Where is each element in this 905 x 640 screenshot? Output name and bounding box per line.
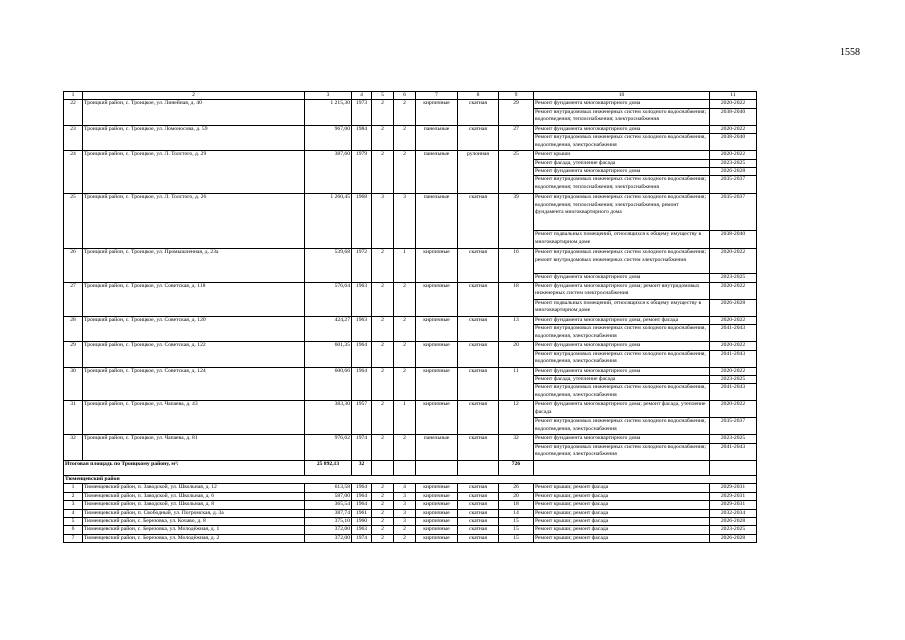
- empty-cell: [534, 460, 710, 475]
- repair-work: Ремонт подвальных помещений, относящихся к общему имуществу в многоквартирном доме: [534, 299, 710, 316]
- repair-work: Ремонт фундамента многоквартирного дома: [534, 168, 710, 176]
- table-row: [64, 194, 757, 231]
- house-address: Троицкий район, с. Троицкое, ул. Линейная, д. 40: [83, 100, 305, 125]
- build-year: 1964: [352, 492, 372, 500]
- repair-work: Ремонт фундамента многоквартирного дома: [534, 100, 710, 108]
- total-apartments: 726: [499, 460, 534, 475]
- total-label: Итоговая площадь по Троицкому району, м²:: [64, 460, 305, 475]
- house-area: 1 260,45: [305, 194, 352, 249]
- house-area: 375,10: [305, 517, 352, 525]
- entrance-count: 2: [394, 342, 416, 367]
- total-area: 25 892,13: [305, 460, 352, 475]
- repair-period: 2041-2043: [710, 325, 757, 342]
- entrance-count: 2: [394, 151, 416, 194]
- house-address: Троицкий район, с. Троицкое, ул. Советская, д. 120: [83, 316, 305, 341]
- apartment-count: 13: [499, 316, 534, 341]
- row-number: 7: [64, 534, 83, 542]
- entrance-count: 3: [394, 492, 416, 500]
- repair-work: Ремонт внутридомовых инженерных систем холодного водоснабжения, водоотведения, электроснабжения: [534, 134, 710, 151]
- column-number: 7: [416, 92, 458, 100]
- house-area: 576,64: [305, 282, 352, 316]
- apartment-count: 11: [499, 367, 534, 401]
- house-area: 587,00: [305, 492, 352, 500]
- wall-material: панельные: [416, 125, 458, 150]
- column-number: 8: [458, 92, 499, 100]
- apartment-count: 15: [499, 534, 534, 542]
- build-year: 1964: [352, 367, 372, 401]
- house-address: Троицкий район, с. Троицкое, ул. Промышленная, д. 23а: [83, 249, 305, 282]
- repair-period: 2038-2040: [710, 134, 757, 151]
- entrance-count: 4: [394, 484, 416, 492]
- row-number: 25: [64, 194, 83, 249]
- roof-type: скатная: [458, 194, 499, 249]
- floor-count: 2: [372, 534, 394, 542]
- row-number: 30: [64, 367, 83, 401]
- entrance-count: 3: [394, 509, 416, 517]
- table-row: [64, 100, 757, 108]
- table-row: [64, 316, 757, 324]
- repair-period: 2029-2031: [710, 501, 757, 509]
- floor-count: 2: [372, 100, 394, 125]
- wall-material: кирпичные: [416, 316, 458, 341]
- build-year: 1964: [352, 484, 372, 492]
- repair-work: Ремонт крыши; ремонт фасада: [534, 501, 710, 509]
- repair-work: Ремонт подвальных помещений, относящихся к общему имуществу в многоквартирном доме: [534, 231, 710, 249]
- floor-count: 2: [372, 367, 394, 401]
- roof-type: скатная: [458, 526, 499, 534]
- row-number: 22: [64, 100, 83, 125]
- total-houses: 32: [352, 460, 372, 475]
- repair-period: 2023-2025: [710, 274, 757, 282]
- house-address: Троицкий район, с. Троицкое, ул. Чапаева, д. 43: [83, 401, 305, 435]
- wall-material: кирпичные: [416, 100, 458, 125]
- wall-material: кирпичные: [416, 367, 458, 401]
- build-year: 1964: [352, 501, 372, 509]
- repair-period: 2020-2022: [710, 100, 757, 108]
- repair-work: Ремонт фасада, утепление фасада: [534, 376, 710, 384]
- house-area: 539,68: [305, 249, 352, 282]
- house-address: Тюменцевский район, п. Свободный, ул. Погромская, д. 3а: [83, 509, 305, 517]
- repair-period: 2026-2028: [710, 299, 757, 316]
- entrance-count: 2: [394, 367, 416, 401]
- repair-period: 2020-2022: [710, 342, 757, 350]
- repair-work: Ремонт внутридомовых инженерных систем холодного водоснабжения, водоотведения, электроснабжения: [534, 350, 710, 367]
- apartment-count: 20: [499, 342, 534, 367]
- column-number: 6: [394, 92, 416, 100]
- house-area: 365,54: [305, 501, 352, 509]
- wall-material: кирпичные: [416, 249, 458, 282]
- house-address: Троицкий район, с. Троицкое, ул. Советская, д. 118: [83, 282, 305, 316]
- wall-material: кирпичные: [416, 501, 458, 509]
- repair-work: Ремонт внутридомовых инженерных систем холодного водоснабжения; водоотведения; теплоснабжения; электроснабжения: [534, 108, 710, 125]
- build-year: 1961: [352, 509, 372, 517]
- roof-type: рулонная: [458, 151, 499, 194]
- entrance-count: 2: [394, 125, 416, 150]
- apartment-count: 18: [499, 501, 534, 509]
- entrance-count: 3: [394, 501, 416, 509]
- roof-type: скатная: [458, 517, 499, 525]
- repair-work: Ремонт внутридомовых инженерных систем холодного водоснабжения, водоотведения, электроснабжения: [534, 384, 710, 401]
- repair-period: 2038-2040: [710, 231, 757, 249]
- entrance-count: 2: [394, 316, 416, 341]
- column-number: 10: [534, 92, 710, 100]
- house-address: Троицкий район, с. Троицкое, ул. Советская, д. 122: [83, 342, 305, 367]
- repair-period: 2026-2028: [710, 517, 757, 525]
- house-area: 372,00: [305, 526, 352, 534]
- repair-period: 2029-2031: [710, 492, 757, 500]
- floor-count: 2: [372, 125, 394, 150]
- roof-type: скатная: [458, 125, 499, 150]
- house-address: Тюменцевский район, с. Березовка, ул. Молодёжная, д. 2: [83, 534, 305, 542]
- repair-period: 2020-2022: [710, 316, 757, 324]
- entrance-count: 2: [394, 526, 416, 534]
- repair-period: 2035-2037: [710, 194, 757, 231]
- roof-type: скатная: [458, 249, 499, 282]
- house-address: Троицкий район, с. Троицкое, ул. Л. Толстого, д. 29: [83, 151, 305, 194]
- column-number: 3: [305, 92, 352, 100]
- wall-material: кирпичные: [416, 342, 458, 367]
- row-number: 24: [64, 151, 83, 194]
- house-area: 387,60: [305, 151, 352, 194]
- repair-period: 2038-2040: [710, 108, 757, 125]
- repair-period: 2020-2022: [710, 151, 757, 159]
- wall-material: панельные: [416, 151, 458, 194]
- roof-type: скатная: [458, 484, 499, 492]
- row-number: 2: [64, 492, 83, 500]
- floor-count: 2: [372, 249, 394, 282]
- roof-type: скатная: [458, 534, 499, 542]
- floor-count: 2: [372, 526, 394, 534]
- house-area: 1 215,30: [305, 100, 352, 125]
- floor-count: 2: [372, 517, 394, 525]
- house-address: Троицкий район, с. Троицкое, ул. Л. Толстого, д. 26: [83, 194, 305, 249]
- house-area: 976,62: [305, 435, 352, 460]
- empty-cell: [710, 460, 757, 475]
- table-row: [64, 484, 757, 492]
- empty-cell: [394, 460, 416, 475]
- row-number: 32: [64, 435, 83, 460]
- repair-period: 2020-2022: [710, 367, 757, 375]
- wall-material: кирпичные: [416, 282, 458, 316]
- build-year: 1984: [352, 125, 372, 150]
- section-title: Тюменцевский район: [64, 475, 757, 483]
- repair-work: Ремонт крыши; ремонт фасада: [534, 534, 710, 542]
- floor-count: 2: [372, 151, 394, 194]
- repair-work: Ремонт крыши; ремонт фасада: [534, 509, 710, 517]
- wall-material: панельные: [416, 194, 458, 249]
- repair-period: 2032-2034: [710, 509, 757, 517]
- repair-work: Ремонт внутридомовых инженерных систем холодного водоснабжения, водоотведения, электроснабжения: [534, 418, 710, 435]
- build-year: 1964: [352, 342, 372, 367]
- wall-material: панельные: [416, 435, 458, 460]
- build-year: 1960: [352, 517, 372, 525]
- repair-period: 2041-2043: [710, 443, 757, 460]
- roof-type: скатная: [458, 100, 499, 125]
- repair-period: 2041-2043: [710, 350, 757, 367]
- repair-work: Ремонт фундамента многоквартирного дома, ремонт фасада: [534, 316, 710, 324]
- floor-count: 2: [372, 282, 394, 316]
- repair-period: 2029-2031: [710, 484, 757, 492]
- repair-work: Ремонт внутридомовых инженерных систем холодного водоснабжения; ремонт внутридомовых инженерных систем электроснабжения: [534, 249, 710, 274]
- build-year: 1963: [352, 282, 372, 316]
- repair-work: Ремонт фундамента многоквартирного дома: [534, 125, 710, 133]
- entrance-count: 3: [394, 517, 416, 525]
- entrance-count: 3: [394, 194, 416, 249]
- build-year: 1957: [352, 401, 372, 435]
- repair-period: 2035-2037: [710, 418, 757, 435]
- repair-work: Ремонт фундамента многоквартирного дома: [534, 367, 710, 375]
- repair-period: 2026-2028: [710, 534, 757, 542]
- house-address: Тюменцевский район, п. Заводской, ул. Школьная, д. 8: [83, 501, 305, 509]
- repair-work: Ремонт внутридомовых инженерных систем холодного водоснабжения, водоотведения, электроснабжения: [534, 325, 710, 342]
- entrance-count: 2: [394, 534, 416, 542]
- wall-material: кирпичные: [416, 492, 458, 500]
- build-year: 1973: [352, 100, 372, 125]
- repair-period: 2023-2025: [710, 376, 757, 384]
- floor-count: 2: [372, 509, 394, 517]
- apartment-count: 18: [499, 282, 534, 316]
- table-row: [64, 492, 757, 500]
- repair-work: Ремонт фундамента многоквартирного дома; ремонт фасада, утепление фасада: [534, 401, 710, 418]
- table-row: [64, 125, 757, 133]
- repair-work: Ремонт фундамента многоквартирного дома; ремонт внутридомовых инженерных систем электроснабжения: [534, 282, 710, 299]
- wall-material: кирпичные: [416, 509, 458, 517]
- house-area: 383,30: [305, 401, 352, 435]
- apartment-count: 25: [499, 151, 534, 194]
- apartment-count: 15: [499, 517, 534, 525]
- entrance-count: 1: [394, 249, 416, 282]
- table-row: [64, 517, 757, 525]
- apartment-count: 16: [499, 249, 534, 282]
- roof-type: скатная: [458, 435, 499, 460]
- row-number: 31: [64, 401, 83, 435]
- build-year: 1979: [352, 151, 372, 194]
- build-year: 1974: [352, 435, 372, 460]
- build-year: 1972: [352, 249, 372, 282]
- row-number: 29: [64, 342, 83, 367]
- apartment-count: 26: [499, 484, 534, 492]
- house-area: 372,00: [305, 534, 352, 542]
- row-number: 23: [64, 125, 83, 150]
- section-row: [64, 475, 757, 483]
- repair-period: 2026-2028: [710, 168, 757, 176]
- table-row: [64, 509, 757, 517]
- table-row: [64, 342, 757, 350]
- wall-material: кирпичные: [416, 401, 458, 435]
- repair-period: 2023-2025: [710, 159, 757, 167]
- apartment-count: 15: [499, 526, 534, 534]
- repair-work: Ремонт фундамента многоквартирного дома: [534, 274, 710, 282]
- empty-cell: [416, 460, 458, 475]
- roof-type: скатная: [458, 367, 499, 401]
- column-number: 2: [83, 92, 305, 100]
- floor-count: 2: [372, 342, 394, 367]
- entrance-count: 2: [394, 100, 416, 125]
- total-row: [64, 460, 757, 475]
- apartment-count: 12: [499, 401, 534, 435]
- house-address: Троицкий район, с. Троицкое, ул. Ломоносова, д. 59: [83, 125, 305, 150]
- repair-work: Ремонт крыши; ремонт фасада: [534, 517, 710, 525]
- floor-count: 2: [372, 501, 394, 509]
- apartment-count: 29: [499, 100, 534, 125]
- floor-count: 2: [372, 492, 394, 500]
- row-number: 28: [64, 316, 83, 341]
- repair-work: Ремонт внутридомовых инженерных систем холодного водоснабжения; водоотведения; теплоснабжения; электроснабжения, ремонт фундамента многоквартирного дома: [534, 194, 710, 231]
- house-address: Троицкий район, с. Троицкое, ул. Советская, д. 124: [83, 367, 305, 401]
- row-number: 6: [64, 526, 83, 534]
- build-year: 1968: [352, 194, 372, 249]
- repair-work: Ремонт внутридомовых инженерных систем холодного водоснабжения; водоотведения; электроснабжения: [534, 443, 710, 460]
- table-row: [64, 151, 757, 159]
- apartment-count: 20: [499, 492, 534, 500]
- row-number: 3: [64, 501, 83, 509]
- build-year: 1974: [352, 534, 372, 542]
- table-row: [64, 534, 757, 542]
- table-row: [64, 282, 757, 299]
- house-area: 424,27: [305, 316, 352, 341]
- apartment-count: 14: [499, 509, 534, 517]
- table-row: [64, 435, 757, 443]
- repair-work: Ремонт фундамента многоквартирного дома: [534, 435, 710, 443]
- house-area: 600,66: [305, 367, 352, 401]
- roof-type: скатная: [458, 316, 499, 341]
- row-number: 4: [64, 509, 83, 517]
- column-number: 1: [64, 92, 83, 100]
- floor-count: 2: [372, 316, 394, 341]
- roof-type: скатная: [458, 342, 499, 367]
- repair-work: Ремонт крыши: [534, 151, 710, 159]
- roof-type: скатная: [458, 492, 499, 500]
- repair-period: 2020-2022: [710, 401, 757, 418]
- column-number: 5: [372, 92, 394, 100]
- repair-work: Ремонт фундамента многоквартирного дома: [534, 342, 710, 350]
- floor-count: 3: [372, 194, 394, 249]
- wall-material: кирпичные: [416, 484, 458, 492]
- house-address: Тюменцевский район, с. Березовка, ул. Кочаво, д. 8: [83, 517, 305, 525]
- apartment-count: 27: [499, 125, 534, 150]
- table-row: [64, 526, 757, 534]
- row-number: 1: [64, 484, 83, 492]
- empty-cell: [458, 460, 499, 475]
- repair-work: Ремонт крыши; ремонт фасада: [534, 492, 710, 500]
- entrance-count: 2: [394, 435, 416, 460]
- entrance-count: 1: [394, 401, 416, 435]
- table-row: [64, 401, 757, 418]
- repair-work: Ремонт крыши; ремонт фасада: [534, 484, 710, 492]
- floor-count: 2: [372, 401, 394, 435]
- table-row: [64, 501, 757, 509]
- repair-period: 2023-2025: [710, 435, 757, 443]
- repair-period: 2020-2022: [710, 125, 757, 133]
- build-year: 1963: [352, 526, 372, 534]
- build-year: 1963: [352, 316, 372, 341]
- column-number: 11: [710, 92, 757, 100]
- repair-work: Ремонт внутридомовых инженерных систем холодного водоснабжения; водоотведения; теплоснабжения; электроснабжения: [534, 176, 710, 194]
- repair-period: 2020-2022: [710, 249, 757, 274]
- column-number: 4: [352, 92, 372, 100]
- house-address: Тюменцевский район, п. Заводской, ул. Школьная, д. 6: [83, 492, 305, 500]
- table-row: [64, 367, 757, 375]
- house-address: Тюменцевский район, с. Березовка, ул. Молодёжная, д. 1: [83, 526, 305, 534]
- roof-type: скатная: [458, 501, 499, 509]
- house-area: 601,35: [305, 342, 352, 367]
- wall-material: кирпичные: [416, 517, 458, 525]
- row-number: 27: [64, 282, 83, 316]
- roof-type: скатная: [458, 401, 499, 435]
- house-address: Тюменцевский район, п. Заводской, ул. Школьная, д. 12: [83, 484, 305, 492]
- row-number: 5: [64, 517, 83, 525]
- roof-type: скатная: [458, 509, 499, 517]
- house-address: Троицкий район, с. Троицкое, ул. Чапаева, д. 81: [83, 435, 305, 460]
- repair-period: 2035-2037: [710, 176, 757, 194]
- header-row: [64, 92, 757, 100]
- house-area: 613,58: [305, 484, 352, 492]
- page-number: 1558: [840, 47, 860, 58]
- entrance-count: 2: [394, 282, 416, 316]
- repair-work: Ремонт фасада, утепление фасада: [534, 159, 710, 167]
- floor-count: 2: [372, 435, 394, 460]
- repair-period: 2020-2022: [710, 282, 757, 299]
- row-number: 26: [64, 249, 83, 282]
- wall-material: кирпичные: [416, 526, 458, 534]
- table-row: [64, 249, 757, 274]
- repair-period: 2023-2025: [710, 526, 757, 534]
- wall-material: кирпичные: [416, 534, 458, 542]
- house-area: 387,74: [305, 509, 352, 517]
- column-number: 9: [499, 92, 534, 100]
- apartment-count: 32: [499, 435, 534, 460]
- house-area: 967,00: [305, 125, 352, 150]
- apartment-count: 39: [499, 194, 534, 249]
- repair-work: Ремонт крыши; ремонт фасада: [534, 526, 710, 534]
- roof-type: скатная: [458, 282, 499, 316]
- empty-cell: [372, 460, 394, 475]
- housing-repair-table: [63, 91, 757, 543]
- floor-count: 2: [372, 484, 394, 492]
- repair-period: 2041-2043: [710, 384, 757, 401]
